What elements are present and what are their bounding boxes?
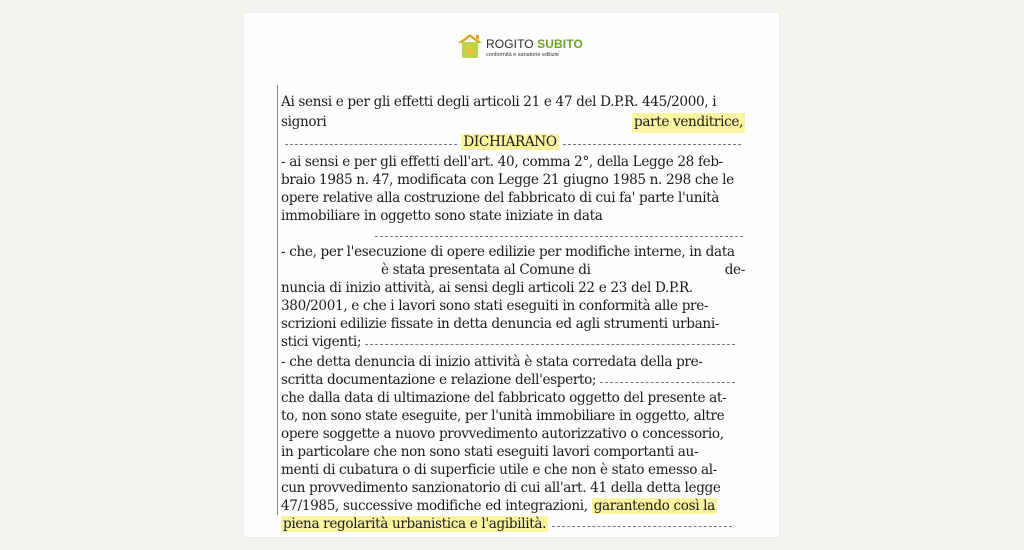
signori-label: signori — [281, 114, 327, 130]
document-sheet — [244, 13, 779, 537]
brand-name — [486, 37, 583, 51]
p1-line-3: opere relative alla costruzione del fabbricato di cui fa' parte l'unità — [281, 190, 720, 206]
p2-line-5: scrizioni edilizie fissate in detta denuncia ed agli strumenti urbani- — [281, 316, 720, 332]
p2-last-text: stici vigenti; — [281, 334, 362, 350]
p2-line-6 — [281, 333, 745, 353]
p4-line-3: opere soggette a nuovo provvedimento autorizzativo o concessorio, — [281, 426, 724, 442]
de-hyphen-text: de- — [724, 262, 745, 278]
p3-line-1: - che detta denuncia di inizio attività è stata corredata della pre- — [281, 354, 703, 370]
p3-line-2 — [281, 371, 745, 391]
house-logo-icon — [456, 31, 484, 61]
p3-line-2-text: scritta documentazione e relazione dell'esperto; — [281, 372, 597, 388]
p4-line-6: cun provvedimento sanzionatorio di cui all'art. 41 della detta legge — [281, 480, 721, 496]
p4-line-8 — [281, 515, 745, 535]
heading-line — [281, 133, 745, 153]
p4-line-1: che dalla data di ultimazione del fabbricato oggetto del presente at- — [281, 390, 727, 406]
dash-fill — [563, 133, 741, 145]
p1-line-4: immobiliare in oggetto sono state iniziate in data — [281, 208, 603, 224]
p2-line-4: 380/2001, e che i lavori sono stati eseguiti in conformità alle pre- — [281, 298, 709, 314]
p1-dash-line — [281, 225, 745, 245]
dash-fill — [285, 133, 457, 145]
brand-name-part1: ROGITO — [486, 37, 534, 51]
p4-line-5: menti di cubatura o di superficie utile e che non è stato emesso al- — [281, 462, 718, 478]
brand-tagline: conformità e sanatorie edilizie — [486, 52, 559, 58]
dash-fill — [375, 225, 743, 237]
dichiarano-heading: DICHIARANO — [463, 134, 557, 150]
regolarita-highlight: piena regolarità urbanistica e l'agibilità. — [283, 516, 547, 532]
brand-name-part2: SUBITO — [537, 37, 583, 51]
rogito-subito-logo — [456, 31, 583, 67]
p4-line-4: in particolare che non sono stati eseguiti lavori comportanti au- — [281, 444, 699, 460]
p2-line-1: - che, per l'esecuzione di opere edilizie per modifiche interne, in data — [281, 244, 735, 260]
parte-venditrice-highlight: parte venditrice, — [632, 113, 745, 133]
p2-line-3: nuncia di inizio attività, ai sensi degli articoli 22 e 23 del D.P.R. — [281, 280, 693, 296]
p4-line-7 — [281, 497, 745, 517]
garantendo-highlight: garantendo così la — [593, 498, 715, 514]
dash-fill — [600, 371, 735, 383]
p4-line-2: to, non sono state eseguite, per l'unità immobiliare in oggetto, altre — [281, 408, 725, 424]
left-margin-rule — [277, 85, 278, 515]
intro-line-1: Ai sensi e per gli effetti degli articoli 21 e 47 del D.P.R. 445/2000, i — [281, 94, 717, 110]
p2-line-2 — [281, 261, 745, 281]
p4-line-7-text: 47/1985, successive modifiche ed integrazioni, — [281, 498, 588, 514]
p1-line-1: - ai sensi e per gli effetti dell'art. 40, comma 2°, della Legge 28 feb- — [281, 154, 723, 170]
dash-fill — [365, 333, 735, 345]
intro-line-2 — [281, 113, 745, 133]
dash-fill — [552, 515, 732, 527]
p1-line-2: braio 1985 n. 47, modificata con Legge 21 giugno 1985 n. 298 che le — [281, 172, 734, 188]
comune-text: è stata presentata al Comune di — [381, 262, 591, 278]
